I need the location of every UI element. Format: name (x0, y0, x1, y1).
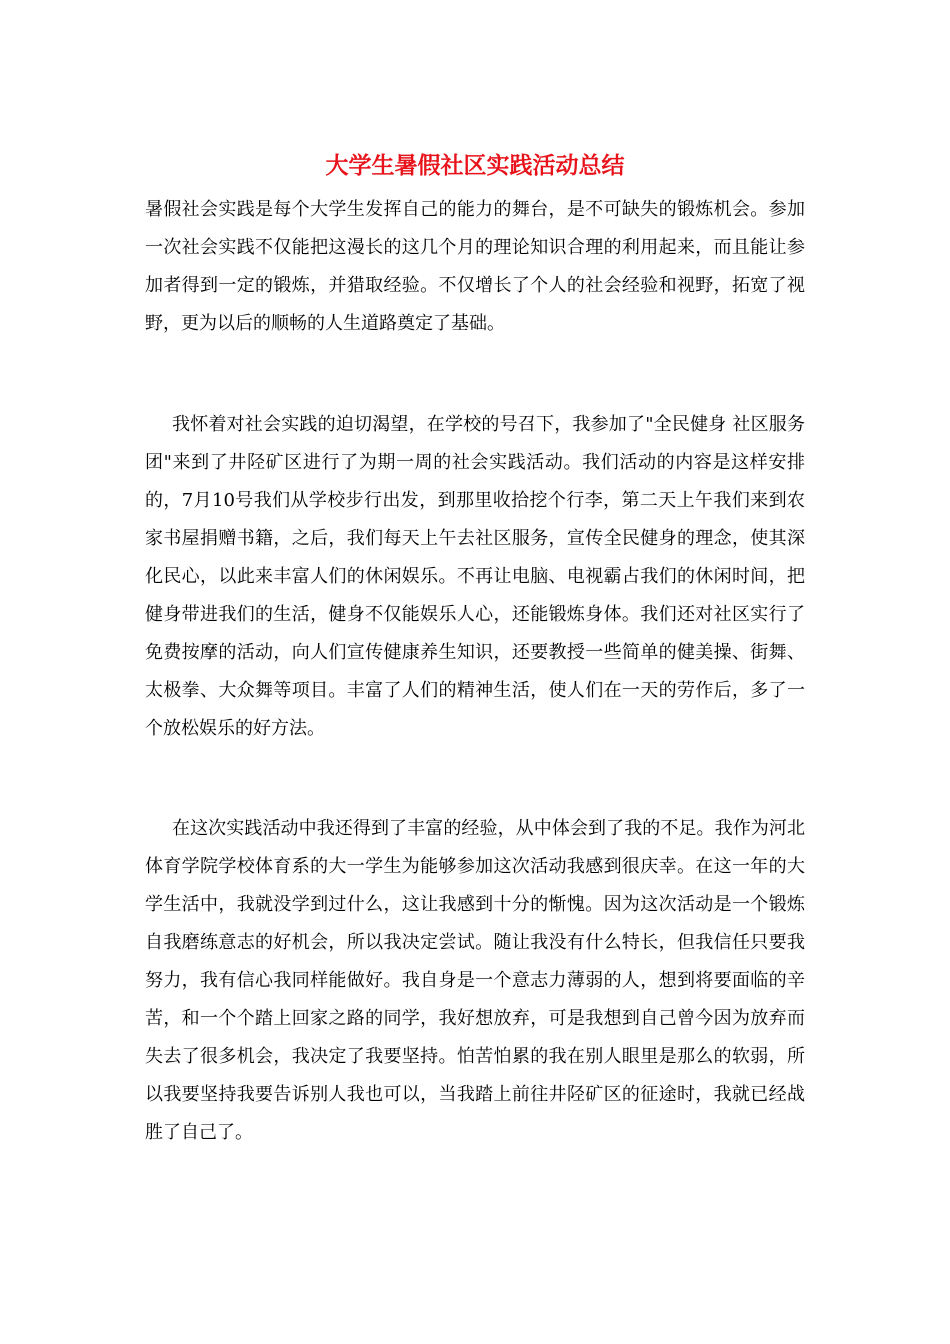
document-title: 大学生暑假社区实践活动总结 (325, 152, 625, 179)
paragraph-experience: 在这次实践活动中我还得到了丰富的经验，从中体会到了我的不足。我作为河北体育学院学校体育系的大一学生为能够参加这次活动我感到很庆幸。在这一年的大学生活中，我就没学到过什么，这让我感到十分的惭愧。因为这次活动是一个锻炼自我磨练意志的好机会，所以我决定尝试。随让我没有什么特长，但我信任只要我努力，我有信心我同样能做好。我自身是一个意志力薄弱的人，想到将要面临的辛苦，和一个个踏上回家之路的同学，我好想放弃，可是我想到自己曾今因为放弃而失去了很多机会，我决定了我要坚持。怕苦怕累的我在别人眼里是那么的软弱，所以我要坚持我要告诉别人我也可以，当我踏上前往井陉矿区的征途时，我就已经战胜了自己了。 (145, 818, 805, 1143)
paragraph-intro: 暑假社会实践是每个大学生发挥自己的能力的舞台，是不可缺失的锻炼机会。参加一次社会实践不仅能把这漫长的这几个月的理论知识合理的利用起来，而且能让参加者得到一定的锻炼，并猎取经验。不仅增长了个人的社会经验和视野，拓宽了视野，更为以后的顺畅的人生道路奠定了基础。 (145, 199, 805, 334)
paragraph-activities: 我怀着对社会实践的迫切渴望，在学校的号召下，我参加了"全民健身 社区服务团"来到了井陉矿区进行了为期一周的社会实践活动。我们活动的内容是这样安排的，7月10号我们从学校步行出发，到那里收拾挖个行李，第二天上午我们来到农家书屋捐赠书籍，之后，我们每天上午去社区服务，宣传全民健身的理念，使其深化民心，以此来丰富人们的休闲娱乐。不再让电脑、电视霸占我们的休闲时间，把健身带进我们的生活，健身不仅能娱乐人心，还能锻炼身体。我们还对社区实行了免费按摩的活动，向人们宣传健康养生知识，还要教授一些简单的健美操、街舞、太极拳、大众舞等项目。丰富了人们的精神生活，使人们在一天的劳作后，多了一个放松娱乐的好方法。 (145, 414, 805, 739)
